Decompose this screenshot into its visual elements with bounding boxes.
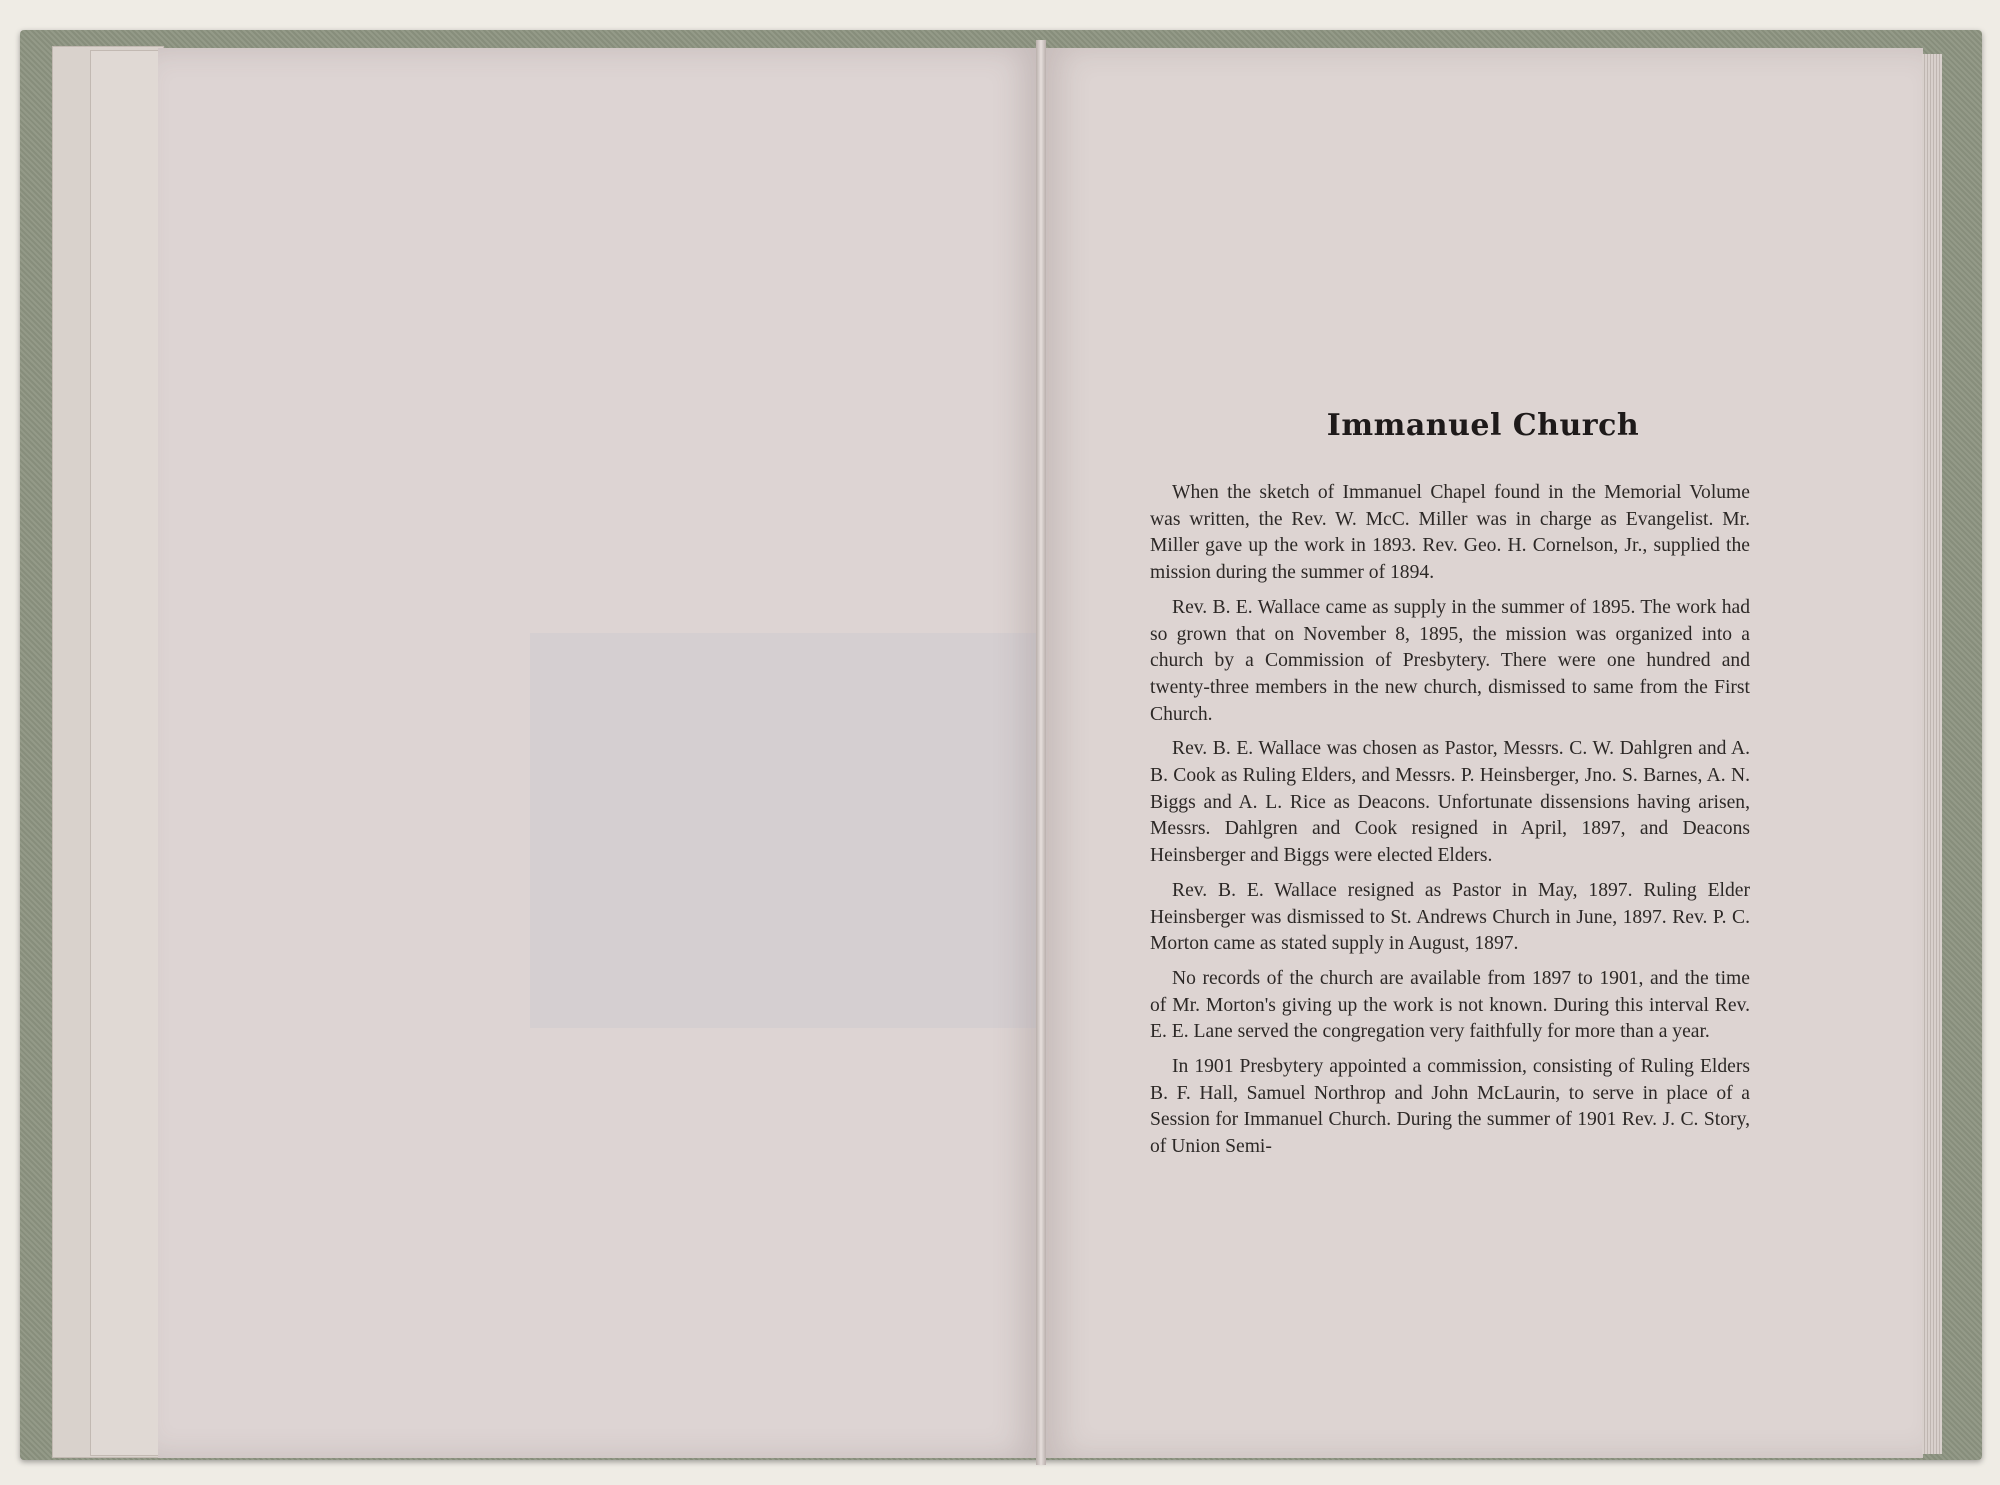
- paragraph: Rev. B. E. Wallace resigned as Pastor in May, 1897. Ruling Elder Heinsberger was dismissed to St. Andrews Church in June, 1897. Rev. P. C. Morton came as stated supply in August, 1897.: [1150, 879, 1750, 955]
- paragraph: No records of the church are available from 1897 to 1901, and the time of Mr. Morton's giving up the work is not known. During this interval Rev. E. E. Lane served the congregation very faithfully for more than a year.: [1150, 967, 1750, 1043]
- page-body: [1150, 480, 1750, 1169]
- paragraph: In 1901 Presbytery appointed a commission, consisting of Ruling Elders B. F. Hall, Samuel Northrop and John McLaurin, to serve in place of a Session for Immanuel Church. During the summer of 1901 Rev. J. C. Story, of Union Semi-: [1150, 1056, 1750, 1158]
- paragraph: Rev. B. E. Wallace was chosen as Pastor, Messrs. C. W. Dahlgren and A. B. Cook as Ruling Elders, and Messrs. P. Heinsberger, Jno. S. Barnes, A. N. Biggs and A. L. Rice as Deacons. Unfortunate dissensions having arisen, Messrs. Dahlgren and Cook resigned in April, 1897, and Deacons Heinsberger and Biggs were elected Elders.: [1150, 738, 1750, 867]
- paragraph: When the sketch of Immanuel Chapel found in the Memorial Volume was written, the Rev. W. McC. Miller was in charge as Evangelist. Mr. Miller gave up the work in 1893. Rev. Geo. H. Cornelson, Jr., supplied the mission during the summer of 1894.: [1150, 482, 1750, 584]
- page-title: Immanuel Church: [1326, 408, 1640, 443]
- left-page: [158, 48, 1040, 1458]
- left-page-edges-inner: [90, 50, 162, 1456]
- paragraph: Rev. B. E. Wallace came as supply in the summer of 1895. The work had so grown that on November 8, 1895, the mission was organized into a church by a Commission of Presbytery. There were one hundred and twenty-three members in the new church, dismissed to same from the First Church.: [1150, 596, 1750, 725]
- show-through-image: [530, 633, 1060, 1028]
- book-gutter: [1036, 40, 1046, 1465]
- right-page-edges: [1922, 54, 1942, 1454]
